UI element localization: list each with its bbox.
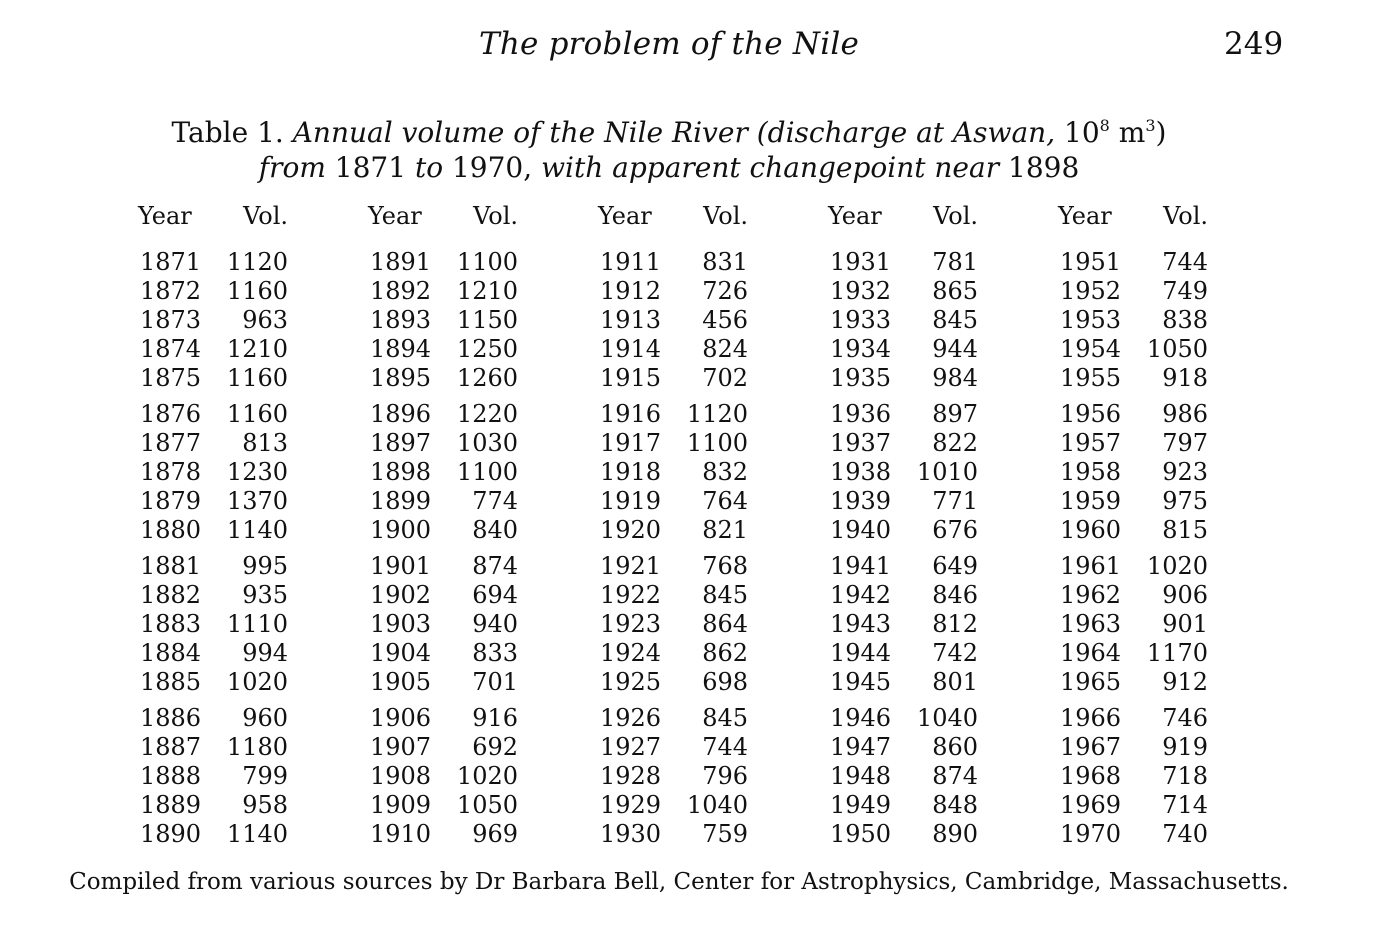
year-cell: 1968 (1060, 762, 1122, 790)
year-cell: 1965 (1060, 668, 1122, 696)
caption-year-start: 1871 (334, 151, 407, 184)
year-cell: 1911 (600, 248, 662, 276)
caption-close-paren: ) (1155, 116, 1167, 149)
volume-cell: 1030 (456, 429, 518, 457)
year-cell: 1951 (1060, 248, 1122, 276)
volume-cell: 848 (932, 791, 978, 819)
year-cell: 1923 (600, 610, 662, 638)
year-cell: 1963 (1060, 610, 1122, 638)
year-cell: 1944 (830, 639, 892, 667)
year-cell: 1901 (370, 552, 432, 580)
year-cell: 1871 (140, 248, 202, 276)
volume-cell: 726 (702, 277, 748, 305)
volume-cell: 1120 (226, 248, 288, 276)
year-cell: 1918 (600, 458, 662, 486)
volume-cell: 1120 (686, 400, 748, 428)
year-cell: 1875 (140, 364, 202, 392)
volume-cell: 840 (472, 516, 518, 544)
year-cell: 1890 (140, 820, 202, 848)
year-cell: 1904 (370, 639, 432, 667)
table-caption-line-1 (0, 116, 1338, 149)
year-cell: 1906 (370, 704, 432, 732)
year-cell: 1954 (1060, 335, 1122, 363)
volume-cell: 813 (242, 429, 288, 457)
year-cell: 1927 (600, 733, 662, 761)
year-cell: 1879 (140, 487, 202, 515)
volume-cell: 1100 (456, 248, 518, 276)
year-cell: 1948 (830, 762, 892, 790)
year-header: Year (138, 202, 192, 230)
year-cell: 1950 (830, 820, 892, 848)
nile-volume-table (0, 196, 1378, 856)
year-cell: 1884 (140, 639, 202, 667)
year-cell: 1959 (1060, 487, 1122, 515)
volume-cell: 1210 (226, 335, 288, 363)
year-cell: 1882 (140, 581, 202, 609)
year-cell: 1885 (140, 668, 202, 696)
volume-cell: 821 (702, 516, 748, 544)
volume-cell: 1050 (1146, 335, 1208, 363)
year-cell: 1935 (830, 364, 892, 392)
caption-changepoint-text: with apparent changepoint near (541, 151, 1000, 184)
volume-cell: 742 (932, 639, 978, 667)
column-group-1 (138, 196, 288, 856)
column-group-5 (1058, 196, 1208, 856)
year-cell: 1902 (370, 581, 432, 609)
year-cell: 1878 (140, 458, 202, 486)
volume-cell: 702 (702, 364, 748, 392)
running-head (0, 26, 1378, 70)
year-cell: 1921 (600, 552, 662, 580)
year-cell: 1938 (830, 458, 892, 486)
column-group-3 (598, 196, 748, 856)
year-cell: 1949 (830, 791, 892, 819)
volume-cell: 744 (1162, 248, 1208, 276)
volume-cell: 958 (242, 791, 288, 819)
unit-base: 10 (1064, 116, 1100, 149)
running-title: The problem of the Nile (478, 26, 860, 62)
year-cell: 1917 (600, 429, 662, 457)
year-cell: 1945 (830, 668, 892, 696)
year-cell: 1915 (600, 364, 662, 392)
year-cell: 1876 (140, 400, 202, 428)
volume-cell: 740 (1162, 820, 1208, 848)
year-cell: 1937 (830, 429, 892, 457)
volume-cell: 963 (242, 306, 288, 334)
volume-cell: 701 (472, 668, 518, 696)
year-cell: 1928 (600, 762, 662, 790)
year-header: Year (598, 202, 652, 230)
volume-cell: 714 (1162, 791, 1208, 819)
volume-cell: 874 (472, 552, 518, 580)
volume-cell: 694 (472, 581, 518, 609)
volume-cell: 1170 (1146, 639, 1208, 667)
year-cell: 1894 (370, 335, 432, 363)
year-cell: 1922 (600, 581, 662, 609)
unit-m: m (1118, 116, 1146, 149)
volume-cell: 845 (932, 306, 978, 334)
year-cell: 1964 (1060, 639, 1122, 667)
unit-m-exponent: 3 (1145, 116, 1156, 135)
year-cell: 1899 (370, 487, 432, 515)
volume-cell: 797 (1162, 429, 1208, 457)
volume-cell: 692 (472, 733, 518, 761)
year-cell: 1934 (830, 335, 892, 363)
year-cell: 1956 (1060, 400, 1122, 428)
year-cell: 1958 (1060, 458, 1122, 486)
volume-cell: 865 (932, 277, 978, 305)
year-cell: 1897 (370, 429, 432, 457)
year-cell: 1936 (830, 400, 892, 428)
volume-cell: 944 (932, 335, 978, 363)
volume-cell: 864 (702, 610, 748, 638)
year-cell: 1874 (140, 335, 202, 363)
volume-cell: 815 (1162, 516, 1208, 544)
volume-cell: 923 (1162, 458, 1208, 486)
year-cell: 1892 (370, 277, 432, 305)
year-cell: 1970 (1060, 820, 1122, 848)
volume-header: Vol. (473, 202, 518, 230)
volume-cell: 1220 (456, 400, 518, 428)
volume-cell: 846 (932, 581, 978, 609)
year-cell: 1913 (600, 306, 662, 334)
volume-cell: 960 (242, 704, 288, 732)
volume-cell: 845 (702, 581, 748, 609)
volume-cell: 822 (932, 429, 978, 457)
volume-header: Vol. (933, 202, 978, 230)
volume-cell: 1020 (1146, 552, 1208, 580)
year-cell: 1896 (370, 400, 432, 428)
year-cell: 1920 (600, 516, 662, 544)
volume-cell: 771 (932, 487, 978, 515)
year-cell: 1952 (1060, 277, 1122, 305)
year-cell: 1880 (140, 516, 202, 544)
volume-cell: 1160 (226, 400, 288, 428)
year-cell: 1933 (830, 306, 892, 334)
year-cell: 1953 (1060, 306, 1122, 334)
volume-cell: 768 (702, 552, 748, 580)
volume-cell: 801 (932, 668, 978, 696)
volume-cell: 1140 (226, 516, 288, 544)
caption-year-end: 1970, (451, 151, 533, 184)
volume-cell: 919 (1162, 733, 1208, 761)
volume-cell: 995 (242, 552, 288, 580)
volume-cell: 1260 (456, 364, 518, 392)
year-cell: 1943 (830, 610, 892, 638)
year-cell: 1962 (1060, 581, 1122, 609)
caption-title: Annual volume of the Nile River (discharge at Aswan, (292, 116, 1056, 149)
year-cell: 1891 (370, 248, 432, 276)
year-cell: 1905 (370, 668, 432, 696)
volume-cell: 935 (242, 581, 288, 609)
year-cell: 1969 (1060, 791, 1122, 819)
volume-header: Vol. (1163, 202, 1208, 230)
year-cell: 1940 (830, 516, 892, 544)
year-cell: 1893 (370, 306, 432, 334)
volume-cell: 456 (702, 306, 748, 334)
volume-cell: 838 (1162, 306, 1208, 334)
volume-cell: 860 (932, 733, 978, 761)
volume-header: Vol. (243, 202, 288, 230)
caption-changepoint-year: 1898 (1008, 151, 1080, 184)
year-cell: 1898 (370, 458, 432, 486)
volume-cell: 862 (702, 639, 748, 667)
year-cell: 1931 (830, 248, 892, 276)
volume-cell: 969 (472, 820, 518, 848)
volume-cell: 1050 (456, 791, 518, 819)
volume-cell: 744 (702, 733, 748, 761)
volume-cell: 1010 (916, 458, 978, 486)
volume-cell: 1160 (226, 277, 288, 305)
volume-cell: 764 (702, 487, 748, 515)
volume-cell: 1040 (916, 704, 978, 732)
caption-from: from (258, 151, 326, 184)
year-cell: 1881 (140, 552, 202, 580)
year-cell: 1957 (1060, 429, 1122, 457)
year-cell: 1947 (830, 733, 892, 761)
volume-cell: 994 (242, 639, 288, 667)
volume-cell: 1180 (226, 733, 288, 761)
volume-cell: 1250 (456, 335, 518, 363)
volume-cell: 1160 (226, 364, 288, 392)
year-cell: 1907 (370, 733, 432, 761)
volume-cell: 824 (702, 335, 748, 363)
year-cell: 1877 (140, 429, 202, 457)
volume-cell: 906 (1162, 581, 1208, 609)
volume-cell: 759 (702, 820, 748, 848)
volume-cell: 676 (932, 516, 978, 544)
volume-cell: 1370 (226, 487, 288, 515)
year-cell: 1909 (370, 791, 432, 819)
year-cell: 1886 (140, 704, 202, 732)
caption-to: to (414, 151, 444, 184)
year-cell: 1887 (140, 733, 202, 761)
volume-cell: 1100 (686, 429, 748, 457)
volume-cell: 746 (1162, 704, 1208, 732)
volume-cell: 718 (1162, 762, 1208, 790)
volume-cell: 649 (932, 552, 978, 580)
year-header: Year (828, 202, 882, 230)
volume-cell: 1210 (456, 277, 518, 305)
volume-cell: 1150 (456, 306, 518, 334)
year-cell: 1942 (830, 581, 892, 609)
year-cell: 1900 (370, 516, 432, 544)
volume-cell: 1020 (226, 668, 288, 696)
year-cell: 1924 (600, 639, 662, 667)
volume-cell: 1110 (226, 610, 288, 638)
year-header: Year (1058, 202, 1112, 230)
year-cell: 1914 (600, 335, 662, 363)
volume-cell: 984 (932, 364, 978, 392)
year-header: Year (368, 202, 422, 230)
year-cell: 1966 (1060, 704, 1122, 732)
volume-cell: 897 (932, 400, 978, 428)
year-cell: 1967 (1060, 733, 1122, 761)
year-cell: 1908 (370, 762, 432, 790)
volume-cell: 901 (1162, 610, 1208, 638)
volume-cell: 986 (1162, 400, 1208, 428)
year-cell: 1932 (830, 277, 892, 305)
volume-cell: 833 (472, 639, 518, 667)
year-cell: 1961 (1060, 552, 1122, 580)
volume-cell: 890 (932, 820, 978, 848)
year-cell: 1888 (140, 762, 202, 790)
year-cell: 1910 (370, 820, 432, 848)
year-cell: 1946 (830, 704, 892, 732)
page-number: 249 (1224, 26, 1284, 62)
year-cell: 1955 (1060, 364, 1122, 392)
year-cell: 1919 (600, 487, 662, 515)
column-group-2 (368, 196, 518, 856)
year-cell: 1939 (830, 487, 892, 515)
year-cell: 1889 (140, 791, 202, 819)
year-cell: 1960 (1060, 516, 1122, 544)
volume-cell: 1140 (226, 820, 288, 848)
year-cell: 1930 (600, 820, 662, 848)
volume-cell: 912 (1162, 668, 1208, 696)
year-cell: 1925 (600, 668, 662, 696)
volume-cell: 845 (702, 704, 748, 732)
year-cell: 1912 (600, 277, 662, 305)
volume-cell: 1020 (456, 762, 518, 790)
volume-cell: 1230 (226, 458, 288, 486)
volume-cell: 749 (1162, 277, 1208, 305)
volume-cell: 918 (1162, 364, 1208, 392)
table-footnote: Compiled from various sources by Dr Barbara Bell, Center for Astrophysics, Cambridge, Massachusetts. (69, 869, 1289, 895)
volume-cell: 916 (472, 704, 518, 732)
volume-cell: 812 (932, 610, 978, 638)
volume-cell: 774 (472, 487, 518, 515)
year-cell: 1895 (370, 364, 432, 392)
volume-cell: 832 (702, 458, 748, 486)
table-label: Table 1. (171, 116, 284, 149)
year-cell: 1941 (830, 552, 892, 580)
volume-cell: 1100 (456, 458, 518, 486)
volume-cell: 831 (702, 248, 748, 276)
volume-cell: 698 (702, 668, 748, 696)
volume-cell: 874 (932, 762, 978, 790)
volume-cell: 1040 (686, 791, 748, 819)
year-cell: 1873 (140, 306, 202, 334)
year-cell: 1926 (600, 704, 662, 732)
unit-exponent: 8 (1099, 116, 1110, 135)
volume-cell: 781 (932, 248, 978, 276)
year-cell: 1929 (600, 791, 662, 819)
volume-cell: 975 (1162, 487, 1208, 515)
table-caption-line-2 (0, 151, 1338, 184)
year-cell: 1872 (140, 277, 202, 305)
year-cell: 1883 (140, 610, 202, 638)
volume-cell: 799 (242, 762, 288, 790)
year-cell: 1916 (600, 400, 662, 428)
volume-cell: 796 (702, 762, 748, 790)
year-cell: 1903 (370, 610, 432, 638)
volume-header: Vol. (703, 202, 748, 230)
volume-cell: 940 (472, 610, 518, 638)
column-group-4 (828, 196, 978, 856)
